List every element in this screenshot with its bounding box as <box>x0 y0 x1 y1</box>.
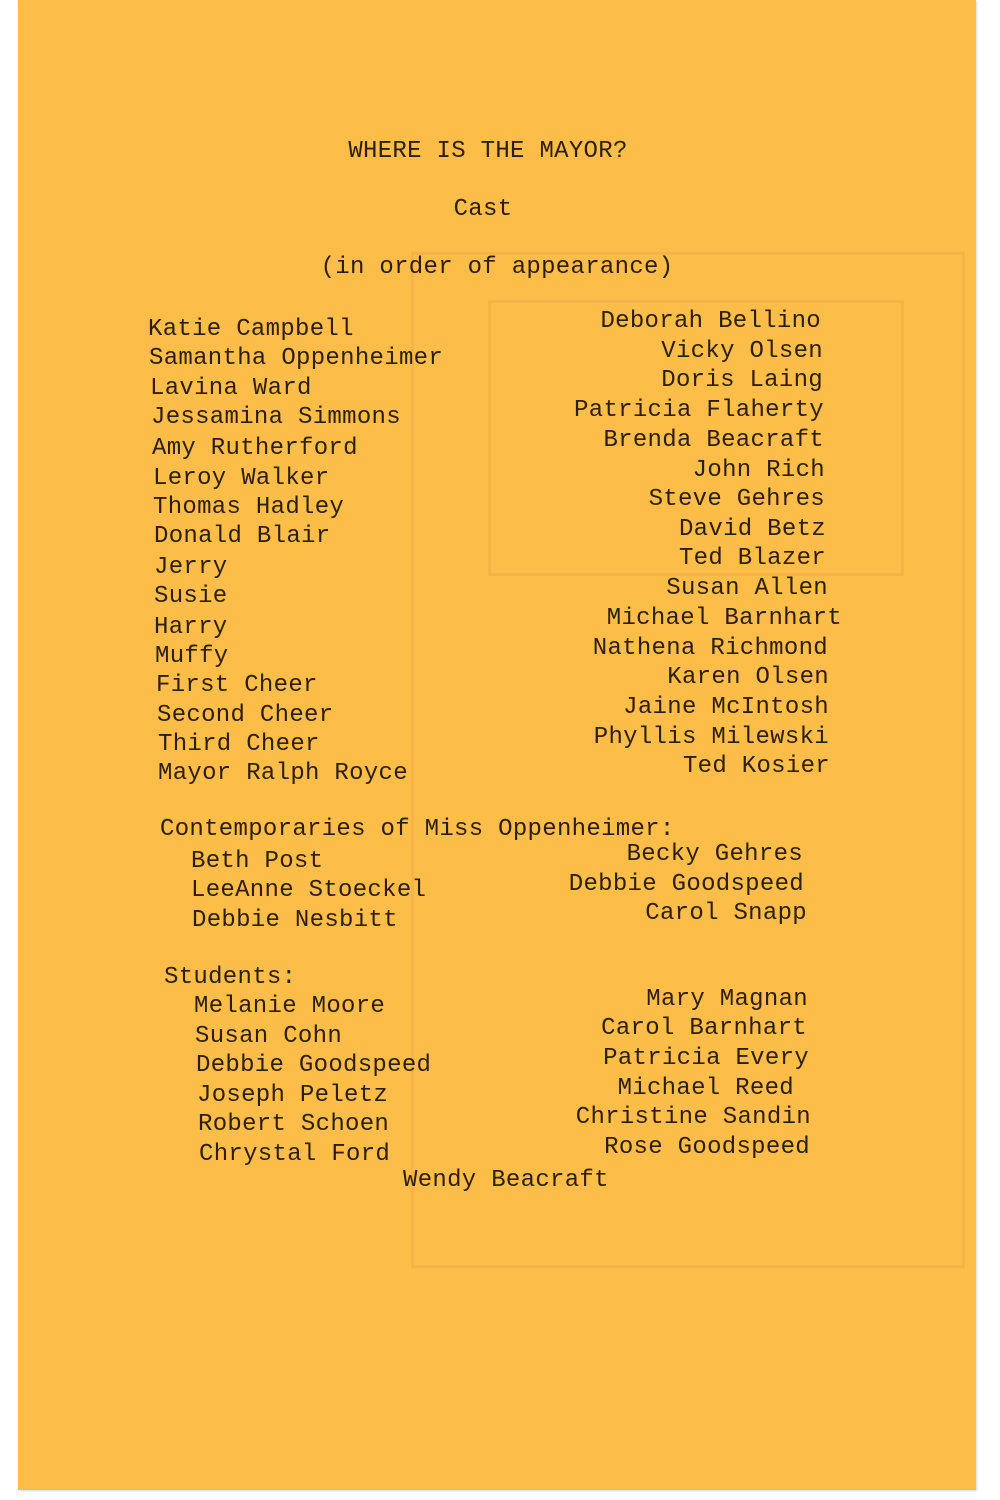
order-note: (in order of appearance) <box>320 254 674 281</box>
student-name: Chrystal Ford <box>199 1141 391 1168</box>
cast-actor: Deborah Bellino <box>600 308 821 335</box>
cast-actor: Ted Blazer <box>678 545 826 572</box>
student-name: Melanie Moore <box>194 993 386 1020</box>
cast-actor: Vicky Olsen <box>661 338 823 365</box>
cast-actor: Nathena Richmond <box>592 635 828 662</box>
contemporaries-heading: Contemporaries of Miss Oppenheimer: <box>160 816 675 843</box>
cast-role: Amy Rutherford <box>152 435 358 462</box>
student-name: Patricia Every <box>603 1045 809 1072</box>
cast-actor: Steve Gehres <box>648 486 825 513</box>
cast-role: Thomas Hadley <box>153 494 345 521</box>
contemporary-name: Debbie Goodspeed <box>568 871 804 898</box>
contemporary-name: Debbie Nesbitt <box>192 907 398 934</box>
cast-role: Harry <box>154 614 228 641</box>
cast-actor: David Betz <box>678 516 826 543</box>
cast-actor: Doris Laing <box>661 367 823 394</box>
students-heading: Students: <box>164 964 297 991</box>
contemporary-name: Carol Snapp <box>645 900 807 927</box>
cast-actor: Phyllis Milewski <box>593 724 829 751</box>
cast-actor: Ted Kosier <box>682 753 830 780</box>
cast-role: Samantha Oppenheimer <box>149 345 444 372</box>
cast-actor: Patricia Flaherty <box>574 397 824 424</box>
student-name: Carol Barnhart <box>601 1015 807 1042</box>
student-name: Debbie Goodspeed <box>196 1052 432 1079</box>
contemporary-name: Beth Post <box>191 848 324 875</box>
cast-actor: Jaine McIntosh <box>623 694 829 721</box>
cast-actor: John Rich <box>692 457 825 484</box>
cast-role: Leroy Walker <box>153 465 330 492</box>
cast-actor: Karen Olsen <box>667 664 829 691</box>
student-name-last: Wendy Beacraft <box>403 1167 609 1194</box>
cast-actor: Susan Allen <box>666 575 828 602</box>
cast-role: Jerry <box>154 554 228 581</box>
cast-role: Second Cheer <box>157 702 334 729</box>
contemporary-name: LeeAnne Stoeckel <box>191 877 427 904</box>
student-name: Robert Schoen <box>198 1111 390 1138</box>
student-name: Michael Reed <box>617 1075 794 1102</box>
student-name: Mary Magnan <box>646 986 808 1013</box>
cast-role: Susie <box>154 583 228 610</box>
cast-role: Katie Campbell <box>148 316 354 343</box>
program-page <box>18 0 976 1490</box>
cast-actor: Brenda Beacraft <box>603 427 824 454</box>
student-name: Joseph Peletz <box>197 1082 389 1109</box>
cast-role: Lavina Ward <box>150 375 312 402</box>
cast-actor: Michael Barnhart <box>606 605 842 632</box>
student-name: Rose Goodspeed <box>604 1134 810 1161</box>
student-name: Christine Sandin <box>575 1104 811 1131</box>
cast-heading: Cast <box>453 196 513 223</box>
cast-role: Mayor Ralph Royce <box>158 760 408 787</box>
play-title: WHERE IS THE MAYOR? <box>348 138 628 165</box>
cast-role: Third Cheer <box>158 731 320 758</box>
cast-role: Donald Blair <box>154 523 331 550</box>
cast-role: Jessamina Simmons <box>151 404 401 431</box>
cast-role: First Cheer <box>156 672 318 699</box>
cast-role: Muffy <box>155 643 229 670</box>
contemporary-name: Becky Gehres <box>626 841 803 868</box>
student-name: Susan Cohn <box>195 1023 343 1050</box>
